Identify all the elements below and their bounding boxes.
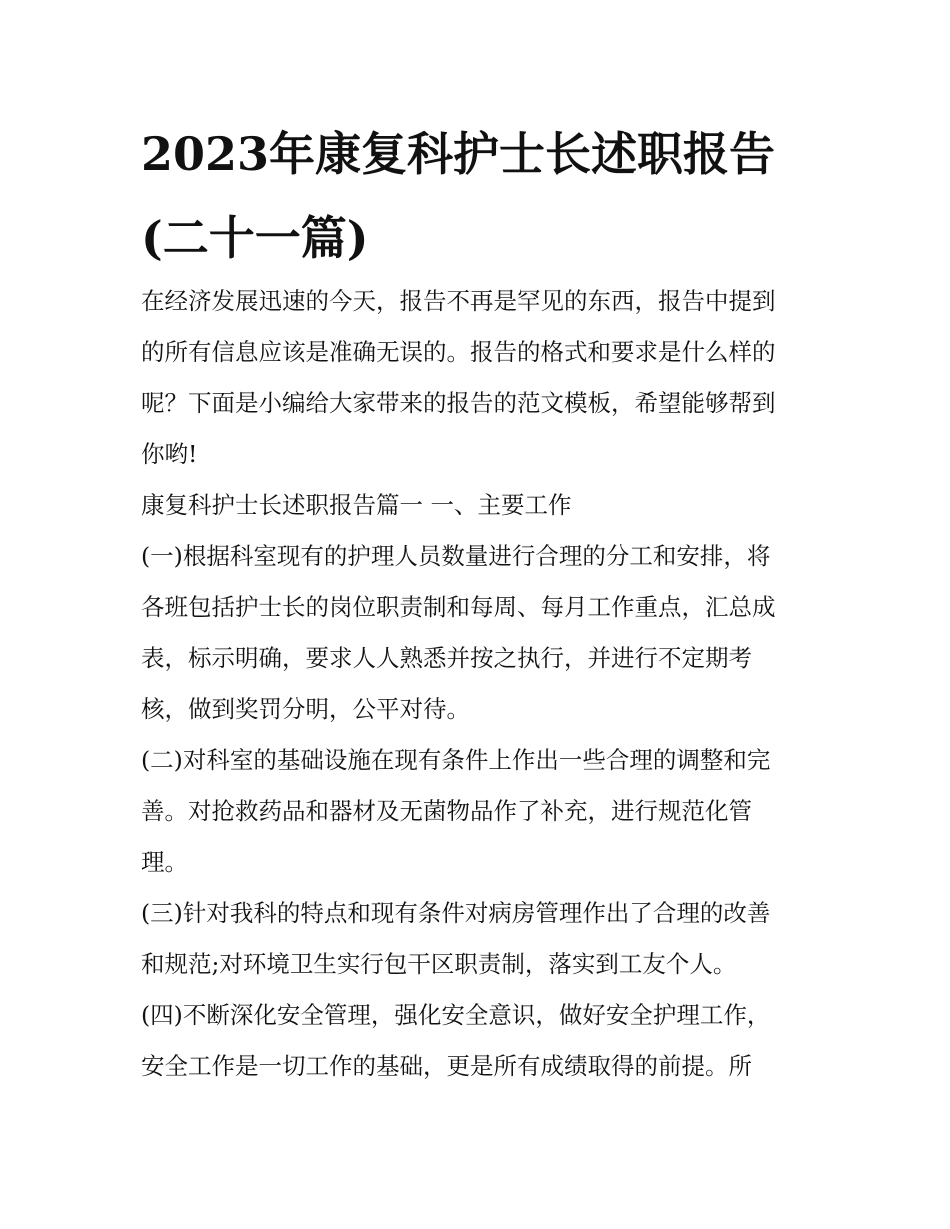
body-line: 理。 bbox=[141, 848, 188, 876]
body-line: 善。对抢救药品和器材及无菌物品作了补充，进行规范化管 bbox=[141, 797, 752, 825]
body-line: 各班包括护士长的岗位职责制和每周、每月工作重点，汇总成 bbox=[141, 593, 776, 621]
body-line: 你哟! bbox=[141, 440, 198, 468]
document-body bbox=[141, 276, 831, 1092]
body-line: 表，标示明确，要求人人熟悉并按之执行，并进行不定期考 bbox=[141, 644, 752, 672]
body-line: (二)对科室的基础设施在现有条件上作出一些合理的调整和完 bbox=[141, 746, 771, 774]
body-line: 在经济发展迅速的今天，报告不再是罕见的东西，报告中提到 bbox=[141, 287, 776, 315]
title-line-1: 2023年康复科护士长述职报告 bbox=[141, 127, 776, 181]
body-line: 呢？下面是小编给大家带来的报告的范文模板，希望能够帮到 bbox=[141, 389, 776, 417]
body-line: 安全工作是一切工作的基础，更是所有成绩取得的前提。所 bbox=[141, 1052, 752, 1080]
title-line-2: (二十一篇) bbox=[141, 211, 369, 265]
section-heading: 康复科护士长述职报告篇一 一、主要工作 bbox=[141, 491, 572, 519]
document-title bbox=[141, 112, 841, 280]
body-line: 和规范;对环境卫生实行包干区职责制，落实到工友个人。 bbox=[141, 950, 737, 978]
body-line: 的所有信息应该是准确无误的。报告的格式和要求是什么样的 bbox=[141, 338, 776, 366]
body-line: (三)针对我科的特点和现有条件对病房管理作出了合理的改善 bbox=[141, 899, 771, 927]
body-line: (一)根据科室现有的护理人员数量进行合理的分工和安排，将 bbox=[141, 542, 771, 570]
body-line: 核，做到奖罚分明，公平对待。 bbox=[141, 695, 470, 723]
body-line: (四)不断深化安全管理，强化安全意识，做好安全护理工作， bbox=[141, 1001, 771, 1029]
